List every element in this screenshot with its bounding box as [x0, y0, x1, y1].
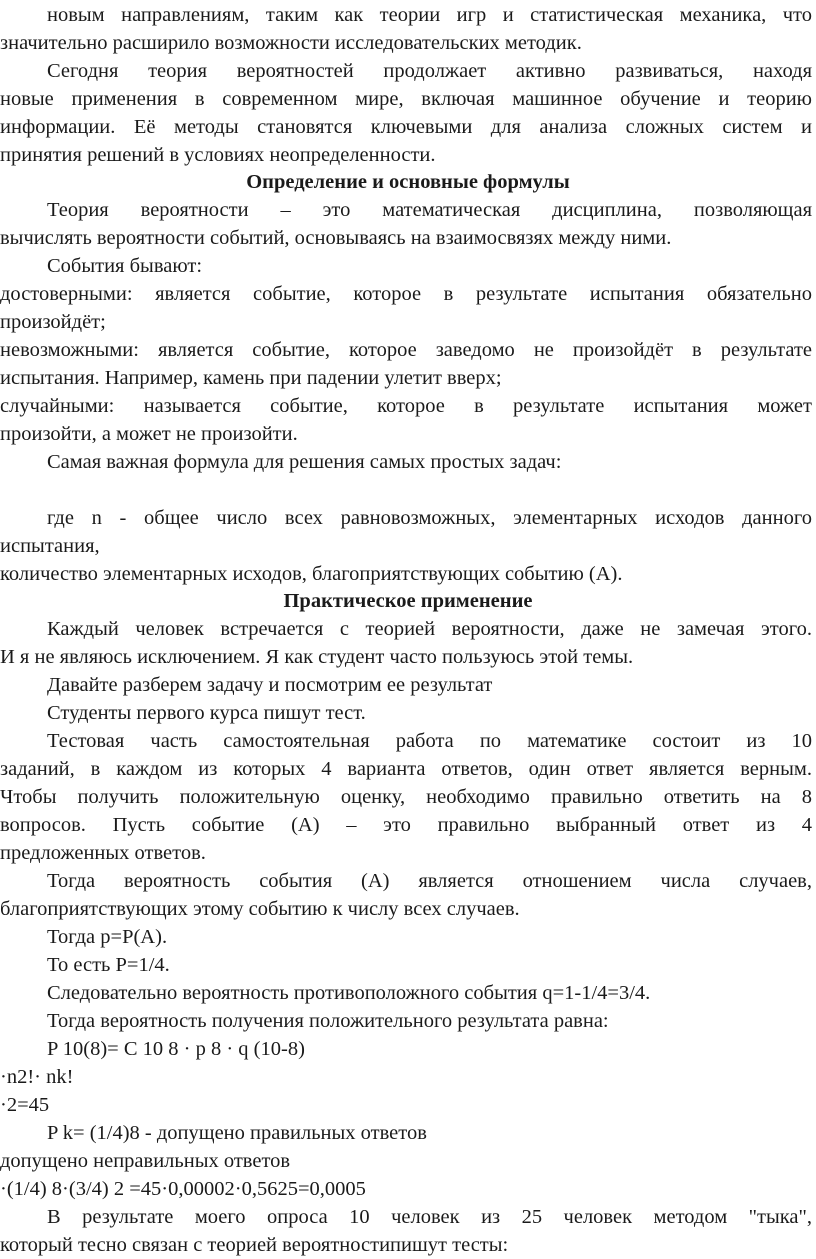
paragraph-line: Тестовая часть самостоятельная работа по математике состоит из 10: [47, 730, 812, 752]
paragraph-line: благоприятствующих этому событию к числу всех случаев.: [0, 898, 520, 920]
paragraph-line: В результате моего опроса 10 человек из 25 человек методом "тыка",: [47, 1206, 812, 1228]
paragraph-line: Тогда вероятность получения положительного результата равна:: [47, 1010, 609, 1032]
paragraph-line: количество элементарных исходов, благоприятствующих событию (A).: [0, 563, 623, 585]
paragraph-line: допущено неправильных ответов: [0, 1150, 291, 1172]
paragraph-line: который тесно связан с теорией вероятностипишут тесты:: [0, 1234, 509, 1256]
paragraph-line: вопросов. Пусть событие (A) – это правильно выбранный ответ из 4: [0, 814, 812, 836]
paragraph-line: где n - общее число всех равновозможных, элементарных исходов данного: [47, 507, 812, 529]
paragraph-line: вычислять вероятности событий, основываясь на взаимосвязях между ними.: [0, 227, 672, 249]
section-heading: Практическое применение: [283, 590, 533, 612]
list-item-line: произойдёт;: [0, 311, 106, 333]
paragraph-line: Студенты первого курса пишут тест.: [47, 702, 366, 724]
formula-fragment: ·n2!· nk!: [0, 1066, 74, 1088]
paragraph-line: Давайте разберем задачу и посмотрим ее результат: [47, 674, 493, 696]
paragraph-line: информации. Её методы становятся ключевыми для анализа сложных систем и: [0, 116, 812, 138]
list-item-line: испытания. Например, камень при падении улетит вверх;: [0, 367, 502, 389]
paragraph-line: принятия решений в условиях неопределенности.: [0, 144, 436, 166]
paragraph-line: Следовательно вероятность противоположного события q=1-1/4=3/4.: [47, 982, 651, 1004]
list-item-line: произойти, а может не произойти.: [0, 423, 298, 445]
paragraph-line: Тогда вероятность события (A) является отношением числа случаев,: [47, 870, 812, 892]
paragraph-line: Тогда p=P(A).: [47, 926, 168, 948]
paragraph-line: Самая важная формула для решения самых простых задач:: [47, 451, 562, 473]
formula-fragment: ·2=45: [0, 1094, 50, 1116]
list-item-line: невозможными: является событие, которое заведомо не произойдёт в результате: [0, 339, 812, 361]
paragraph-line: События бывают:: [47, 255, 203, 277]
paragraph-line: значительно расширило возможности исследовательских методик.: [0, 32, 582, 54]
paragraph-line: Теория вероятности – это математическая дисциплина, позволяющая: [47, 199, 812, 221]
paragraph-line: испытания,: [0, 535, 100, 557]
paragraph-line: новые применения в современном мире, включая машинное обучение и теорию: [0, 88, 812, 110]
paragraph-line: Чтобы получить положительную оценку, необходимо правильно ответить на 8: [0, 786, 812, 808]
paragraph-line: То есть P=1/4.: [47, 954, 170, 976]
section-heading: Определение и основные формулы: [246, 171, 570, 193]
formula-line: P 10(8)= C 10 8 · p 8 · q (10-8): [47, 1038, 305, 1060]
paragraph-line: Сегодня теория вероятностей продолжает активно развиваться, находя: [47, 60, 812, 82]
paragraph-line: И я не являюсь исключением. Я как студент часто пользуюсь этой темы.: [0, 646, 634, 668]
list-item-line: достоверными: является событие, которое в результате испытания обязательно: [0, 283, 812, 305]
paragraph-line: новым направлениям, таким как теории игр и статистическая механика, что: [47, 4, 812, 26]
paragraph-line: заданий, в каждом из которых 4 варианта ответов, один ответ является верным.: [0, 758, 812, 780]
formula-line: ·(1/4) 8·(3/4) 2 =45·0,00002·0,5625=0,0005: [0, 1178, 366, 1200]
paragraph-line: Каждый человек встречается с теорией вероятности, даже не замечая этого.: [47, 618, 812, 640]
list-item-line: случайными: называется событие, которое в результате испытания может: [0, 395, 812, 417]
paragraph-line: предложенных ответов.: [0, 842, 206, 864]
formula-line: P k= (1/4)8 - допущено правильных ответов: [47, 1122, 427, 1144]
